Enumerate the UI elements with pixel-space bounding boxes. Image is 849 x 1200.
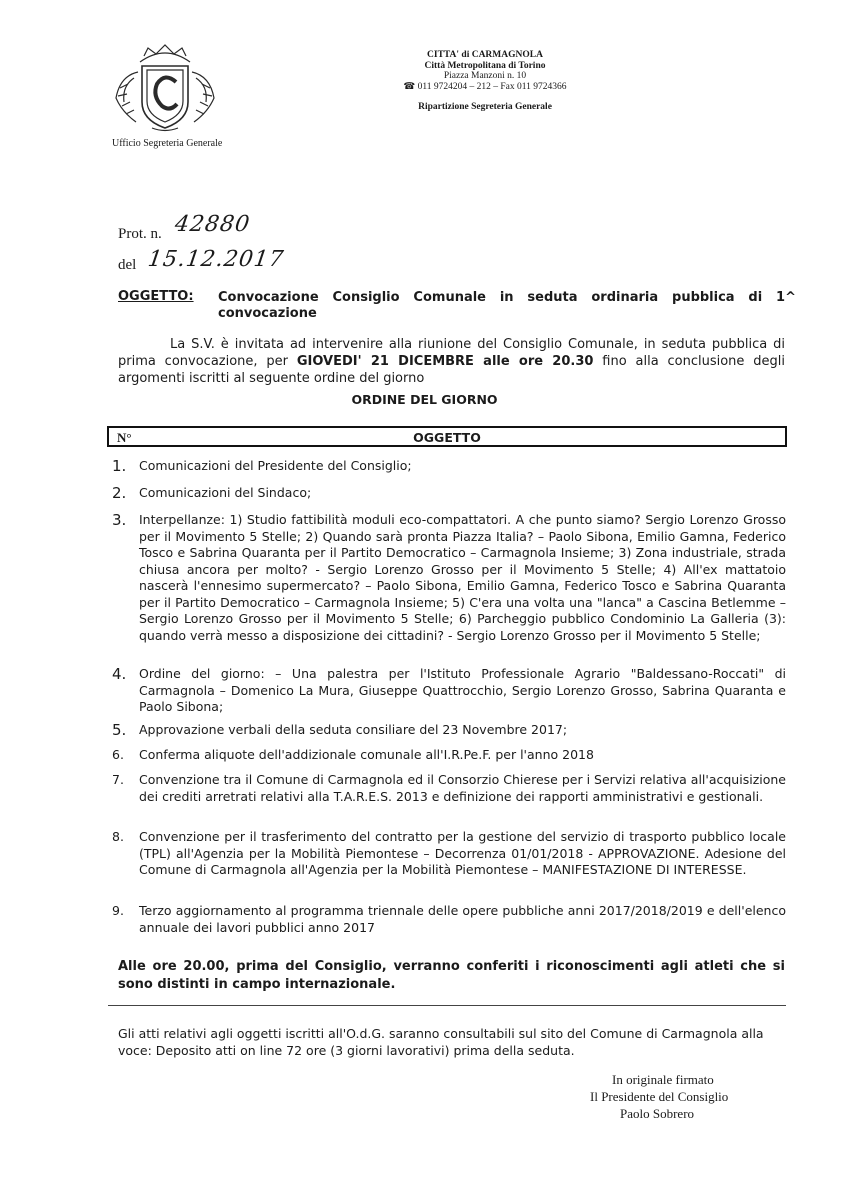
agenda-item xyxy=(112,666,786,716)
department: Ripartizione Segreteria Generale xyxy=(418,102,552,112)
agenda-item xyxy=(112,458,786,475)
agenda-item-text: Approvazione verbali della seduta consiliare del 23 Novembre 2017; xyxy=(139,722,568,737)
agenda-title: ORDINE DEL GIORNO xyxy=(351,392,498,407)
agenda-item xyxy=(112,903,786,936)
documents-note: Gli atti relativi agli oggetti iscritti all'O.d.G. saranno consultabili sul sito del Comune di Carmagnola alla voce: Deposito atti on line 72 ore (3 giorni lavorativi) prima della seduta. xyxy=(118,1026,764,1058)
agenda-item-number: 4. xyxy=(112,665,127,683)
meeting-date-time: GIOVEDI' 21 DICEMBRE alle ore 20.30 xyxy=(296,354,594,369)
letterhead xyxy=(330,50,640,113)
agenda-item-text: Conferma aliquote dell'addizionale comunale all'I.R.Pe.F. per l'anno 2018 xyxy=(139,747,594,762)
agenda-item-text: Convenzione tra il Comune di Carmagnola ed il Consorzio Chierese per i Servizi relativa all'acquisizione dei crediti arretrati relativi alla T.A.R.E.S. 2013 e definizione dei rapporti amministrativi e gestionali. xyxy=(139,772,786,804)
column-number-header: N° xyxy=(117,430,132,445)
agenda-item xyxy=(112,829,786,879)
address: Piazza Manzoni n. 10 xyxy=(443,71,527,81)
agenda-item-text: Comunicazioni del Presidente del Consiglio; xyxy=(139,458,412,473)
signature-line-2: Il Presidente del Consiglio xyxy=(590,1089,729,1104)
agenda-item-text: Ordine del giorno: – Una palestra per l'Istituto Professionale Agrario "Baldessano-Roccati" di Carmagnola – Domenico La Mura, Giuseppe Quattrocchio, Sergio Lorenzo Grosso, Sabrina Quaranta e Paolo Sibona; xyxy=(139,666,786,714)
signature-name: Paolo Sobrero xyxy=(620,1106,695,1121)
signature-line-1: In originale firmato xyxy=(612,1072,714,1087)
agenda-item xyxy=(112,512,786,644)
subject-line-1: Convocazione Consiglio Comunale in seduta ordinaria pubblica di 1^ xyxy=(218,290,796,305)
agenda-item-text: Interpellanze: 1) Studio fattibilità moduli eco-compattatori. A che punto siamo? Sergio Lorenzo Grosso per il Movimento 5 Stelle; 2) Quando sarà pronta Piazza Italia? – Paolo Sibona, Emilio Gamna, Federico Tosco e Sabrina Quaranta per il Partito Democratico – Carmagnola Insieme; 3) Zona industriale, strada chiusa ancora per molto? - Sergio Lorenzo Grosso per il Movimento 5 Stelle; 4) All'ex mattatoio nascerà l'ennesimo supermercato? – Paolo Sibona, Emilio Gamna, Federico Tosco e Sabrina Quaranta per il Partito Democratico – Carmagnola Insieme; 5) C'era una volta una "lanca" a Cascina Betlemme – Sergio Lorenzo Grosso per il Movimento 5 Stelle; 6) Parcheggio pubblico Condominio La Galleria (3): quando verrà messo a disposizione dei cittadini? - Sergio Lorenzo Grosso per il Movimento 5 Stelle; xyxy=(139,512,786,643)
agenda-item-number: 6. xyxy=(112,747,124,762)
protocol-date: 15.12.2017 xyxy=(146,247,286,272)
protocol-label: Prot. n. xyxy=(118,226,162,242)
agenda-item-number: 1. xyxy=(112,457,127,475)
agenda-item-text: Terzo aggiornamento al programma triennale delle opere pubbliche anni 2017/2018/2019 e dell'elenco annuale dei lavori pubblici anno 2017 xyxy=(139,903,786,935)
protocol-number: 42880 xyxy=(173,212,252,237)
agenda-item-number: 5. xyxy=(112,721,127,739)
intro-part-1: La S.V. è invitata ad intervenire alla riunione del Consiglio Comunale, in seduta pubblica di prima convocazione, per xyxy=(118,337,785,369)
city-name: CITTA' di CARMAGNOLA xyxy=(427,50,543,60)
awards-note: Alle ore 20.00, prima del Consiglio, verranno conferiti i riconoscimenti agli atleti che si sono distinti in campo internazionale. xyxy=(118,959,785,992)
agenda-item-number: 3. xyxy=(112,511,127,529)
column-subject-header: OGGETTO xyxy=(413,430,481,445)
agenda-item xyxy=(112,772,786,805)
divider xyxy=(108,1005,786,1006)
protocol-date-label: del xyxy=(118,257,137,273)
subject-line-2: convocazione xyxy=(218,306,317,321)
metro-name: Città Metropolitana di Torino xyxy=(424,60,546,71)
agenda-table-header xyxy=(107,426,787,447)
agenda-item xyxy=(112,722,786,739)
city-crest-icon xyxy=(112,42,218,134)
agenda-item-number: 9. xyxy=(112,903,124,918)
subject-label: OGGETTO: xyxy=(118,289,194,304)
agenda-item xyxy=(112,747,786,764)
intro-part-2: fino alla conclusione degli argomenti iscritti al seguente ordine del giorno xyxy=(118,354,785,386)
agenda-item xyxy=(112,485,786,502)
agenda-item-number: 2. xyxy=(112,484,127,502)
office-name: Ufficio Segreteria Generale xyxy=(112,138,223,149)
invitation-text xyxy=(118,336,785,387)
signature-block xyxy=(590,1071,790,1122)
agenda-item-number: 7. xyxy=(112,772,124,787)
phone-fax: ☎ 011 9724204 – 212 – Fax 011 9724366 xyxy=(403,81,567,92)
agenda-item-text: Comunicazioni del Sindaco; xyxy=(139,485,312,500)
agenda-item-number: 8. xyxy=(112,829,124,844)
agenda-item-text: Convenzione per il trasferimento del contratto per la gestione del servizio di trasporto pubblico locale (TPL) all'Agenzia per la Mobilità Piemontese – Decorrenza 01/01/2018 - APPROVAZIONE. Adesione del Comune di Carmagnola all'Agenzia per la Mobilità Piemontese – MANIFESTAZIONE DI INTERESSE. xyxy=(139,829,786,877)
